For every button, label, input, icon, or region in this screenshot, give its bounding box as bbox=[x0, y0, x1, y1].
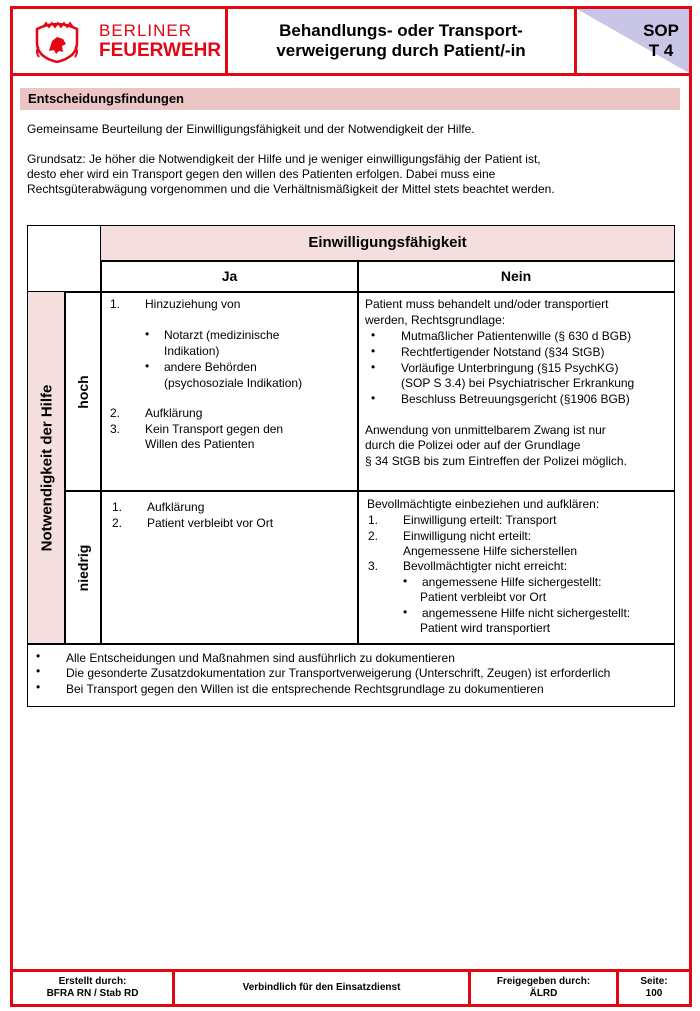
page-title bbox=[225, 6, 577, 76]
list-item: Bevollmächtigter nicht erreicht: bbox=[403, 559, 568, 573]
list-item: (SOP S 3.4) bei Psychiatrischer Erkrankung bbox=[401, 376, 635, 390]
text-line: werden, Rechtsgrundlage: bbox=[365, 313, 506, 327]
text-line: § 34 StGB bis zum Eintreffen der Polizei möglich. bbox=[365, 454, 627, 468]
bullet-icon: • bbox=[145, 359, 150, 373]
footer-created-value: BFRA RN / Stab RD bbox=[46, 988, 139, 999]
footer-approved-by bbox=[468, 969, 619, 1007]
logo-line1: BERLINER bbox=[99, 21, 193, 40]
footer-created-by bbox=[10, 969, 175, 1007]
note-item: Die gesonderte Zusatzdokumentation zur Transportverweigerung (Unterschrift, Zeugen) ist erforderlich bbox=[66, 666, 611, 680]
sop-line2: T 4 bbox=[648, 41, 674, 60]
list-number: 1. bbox=[110, 297, 121, 311]
intro-text: Gemeinsame Beurteilung der Einwilligungsfähigkeit und der Notwendigkeit der Hilfe. bbox=[27, 122, 475, 136]
list-item: Notarzt (medizinische bbox=[164, 328, 280, 342]
list-item: Indikation) bbox=[164, 344, 220, 358]
note-item: Bei Transport gegen den Willen ist die entsprechende Rechtsgrundlage zu dokumentieren bbox=[66, 682, 544, 696]
text-line: Bevollmächtigte einbeziehen und aufklären: bbox=[367, 497, 600, 511]
sop-code bbox=[643, 21, 679, 61]
bullet-icon: • bbox=[371, 328, 376, 342]
list-item: Einwilligung nicht erteilt: bbox=[403, 529, 532, 543]
row-hoch-label: hoch bbox=[75, 374, 91, 409]
cell-niedrig-ja bbox=[100, 490, 359, 645]
principle-line2: desto eher wird ein Transport gegen den willen des Patienten erfolgen. Dabei muss eine bbox=[27, 167, 496, 181]
bullet-icon: • bbox=[371, 344, 376, 358]
cell-niedrig-nein bbox=[357, 490, 675, 645]
berlin-bear-crest-icon bbox=[33, 21, 81, 63]
text-line: Patient muss behandelt und/oder transportiert bbox=[365, 297, 609, 311]
footer-binding-text: Verbindlich für den Einsatzdienst bbox=[242, 982, 401, 993]
footer-page-number: 100 bbox=[645, 988, 663, 999]
section-heading: Entscheidungsfindungen bbox=[20, 88, 680, 110]
list-number: 1. bbox=[368, 513, 379, 527]
footer-approved-value: ÄLRD bbox=[529, 988, 558, 999]
cell-hoch-ja bbox=[100, 291, 359, 492]
principle-line1: Grundsatz: Je höher die Notwendigkeit der Hilfe und je weniger einwilligungsfähig der Patient ist, bbox=[27, 152, 541, 166]
list-item: Willen des Patienten bbox=[145, 437, 255, 451]
list-item: (psychosoziale Indikation) bbox=[164, 376, 303, 390]
list-item: Beschluss Betreuungsgericht (§1906 BGB) bbox=[401, 392, 630, 406]
sop-line1: SOP bbox=[643, 21, 679, 40]
footer-page bbox=[616, 969, 692, 1007]
list-number: 1. bbox=[112, 500, 123, 514]
sop-code-box bbox=[574, 6, 692, 76]
bullet-icon: • bbox=[36, 649, 41, 663]
title-line1: Behandlungs- oder Transport- bbox=[279, 21, 523, 40]
title-line2: verweigerung durch Patient/-in bbox=[276, 41, 526, 60]
row-header-label: Notwendigkeit der Hilfe bbox=[38, 384, 55, 552]
footer-binding bbox=[172, 969, 471, 1007]
col-header-ja: Ja bbox=[100, 260, 359, 293]
list-item: Kein Transport gegen den bbox=[145, 422, 284, 436]
list-item: Vorläufige Unterbringung (§15 PsychKG) bbox=[401, 361, 619, 375]
list-item: andere Behörden bbox=[164, 360, 257, 374]
list-item: Einwilligung erteilt: Transport bbox=[403, 513, 557, 527]
bullet-icon: • bbox=[403, 574, 408, 588]
list-number: 3. bbox=[368, 559, 379, 573]
list-item: Patient verbleibt vor Ort bbox=[420, 590, 547, 604]
list-number: 2. bbox=[368, 529, 379, 543]
list-item: Angemessene Hilfe sicherstellen bbox=[403, 544, 578, 558]
list-item: Patient wird transportiert bbox=[420, 621, 551, 635]
list-item: Mutmaßlicher Patientenwille (§ 630 d BGB) bbox=[401, 329, 632, 343]
list-item: Aufklärung bbox=[145, 406, 203, 420]
col-header-nein: Nein bbox=[357, 260, 675, 293]
bullet-icon: • bbox=[371, 360, 376, 374]
bullet-icon: • bbox=[145, 327, 150, 341]
list-number: 2. bbox=[112, 516, 123, 530]
footer-approved-label: Freigegeben durch: bbox=[496, 976, 591, 987]
col-header-einwilligung: Einwilligungsfähigkeit bbox=[100, 225, 675, 262]
logo-line2: FEUERWEHR bbox=[99, 40, 222, 61]
text-line: Anwendung von unmittelbarem Zwang ist nur bbox=[365, 423, 606, 437]
bullet-icon: • bbox=[371, 391, 376, 405]
principle-line3: Rechtsgüterabwägung vorgenommen und die Verhältnismäßigkeit der Mittel stets beachtet werden. bbox=[27, 182, 555, 196]
row-hoch-cell bbox=[64, 291, 102, 492]
list-item: Patient verbleibt vor Ort bbox=[147, 516, 274, 530]
notes-cell bbox=[27, 643, 675, 707]
table-corner-cell bbox=[27, 225, 102, 293]
list-item: Aufklärung bbox=[147, 500, 205, 514]
bullet-icon: • bbox=[36, 664, 41, 678]
logo-box bbox=[10, 6, 228, 76]
bullet-icon: • bbox=[36, 680, 41, 694]
note-item: Alle Entscheidungen und Maßnahmen sind ausführlich zu dokumentieren bbox=[66, 651, 455, 665]
text-line: durch die Polizei oder auf der Grundlage bbox=[365, 438, 581, 452]
footer-created-label: Erstellt durch: bbox=[58, 976, 127, 987]
list-item: Hinzuziehung von bbox=[145, 297, 241, 311]
bullet-icon: • bbox=[403, 605, 408, 619]
list-item: angemessene Hilfe nicht sichergestellt: bbox=[422, 606, 631, 620]
list-number: 3. bbox=[110, 422, 121, 436]
list-item: Rechtfertigender Notstand (§34 StGB) bbox=[401, 345, 605, 359]
row-niedrig-label: niedrig bbox=[75, 544, 91, 591]
row-header-notwendigkeit bbox=[27, 291, 66, 645]
list-number: 2. bbox=[110, 406, 121, 420]
footer-page-label: Seite: bbox=[640, 976, 668, 987]
row-niedrig-cell bbox=[64, 490, 102, 645]
list-item: angemessene Hilfe sichergestellt: bbox=[422, 575, 602, 589]
cell-hoch-nein bbox=[357, 291, 675, 492]
